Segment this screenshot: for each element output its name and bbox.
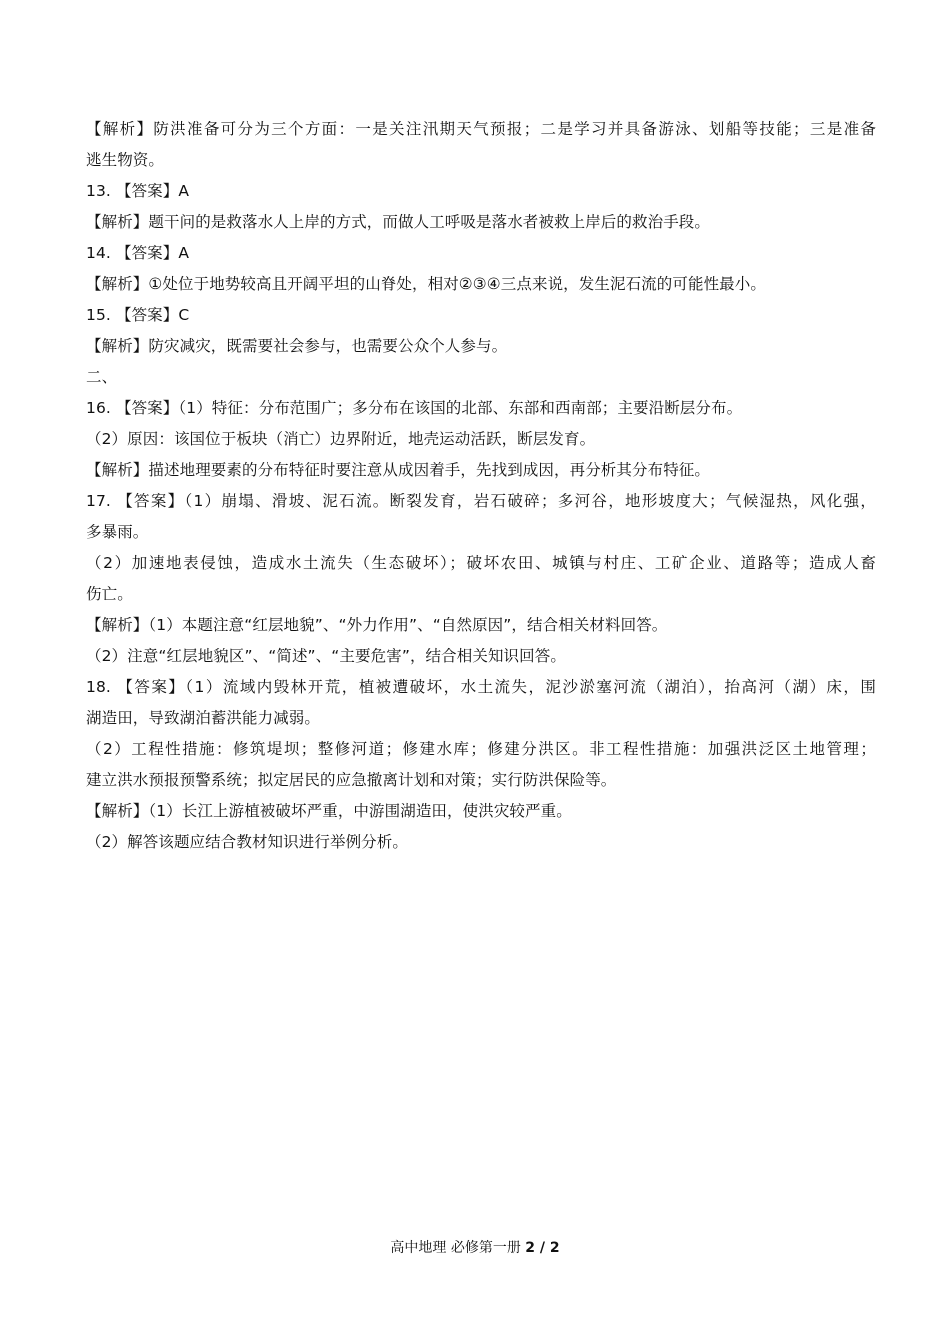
analysis-line: 【解析】①处位于地势较高且开阔平坦的山脊处，相对②③④三点来说，发生泥石流的可能性最小。 <box>86 275 766 293</box>
analysis-line: 【解析】防灾减灾，既需要社会参与，也需要公众个人参与。 <box>86 337 508 355</box>
answer-line: 17. 【答案】（1）崩塌、滑坡、泥石流。断裂发育，岩石破碎；多河谷，地形坡度大；气候湿热，风化强， <box>86 492 876 510</box>
page-number: 2 / 2 <box>525 1240 560 1256</box>
analysis-line: （2）注意“红层地貌区”、“简述”、“主要危害”，结合相关知识回答。 <box>86 647 566 665</box>
answer-line: 13. 【答案】A <box>86 182 190 200</box>
answer-line: 18. 【答案】（1）流域内毁林开荒，植被遭破坏，水土流失，泥沙淤塞河流（湖泊），抬高河（湖）床，围 <box>86 678 876 696</box>
answer-line: 多暴雨。 <box>86 523 149 541</box>
answer-line: 湖造田，导致湖泊蓄洪能力减弱。 <box>86 709 321 727</box>
footer-title: 高中地理 必修第一册 <box>390 1240 521 1256</box>
answer-line: 14. 【答案】A <box>86 244 190 262</box>
answer-line: （2）工程性措施：修筑堤坝；整修河道；修建水库；修建分洪区。非工程性措施：加强洪泛区土地管理； <box>86 740 876 758</box>
analysis-line: 【解析】描述地理要素的分布特征时要注意从成因着手，先找到成因，再分析其分布特征。 <box>86 461 711 479</box>
answer-line: 15. 【答案】C <box>86 306 190 324</box>
answer-line: 建立洪水预报预警系统；拟定居民的应急撤离计划和对策；实行防洪保险等。 <box>86 771 617 789</box>
page-footer <box>0 1238 950 1258</box>
analysis-line: 【解析】题干问的是救落水人上岸的方式，而做人工呼吸是落水者被救上岸后的救治手段。 <box>86 213 711 231</box>
analysis-line: 【解析】（1）长江上游植被破坏严重，中游围湖造田，使洪灾较严重。 <box>86 802 572 820</box>
answer-line: （2）原因：该国位于板块（消亡）边界附近，地壳运动活跃，断层发育。 <box>86 430 596 448</box>
text-line: 逃生物资。 <box>86 151 165 169</box>
analysis-line: 【解析】（1）本题注意“红层地貌”、“外力作用”、“自然原因”，结合相关材料回答。 <box>86 616 668 634</box>
document-body <box>86 114 876 858</box>
text-line: 【解析】防洪准备可分为三个方面：一是关注汛期天气预报；二是学习并具备游泳、划船等技能；三是准备 <box>86 120 876 138</box>
section-heading: 二、 <box>86 368 118 386</box>
analysis-line: （2）解答该题应结合教材知识进行举例分析。 <box>86 833 408 851</box>
answer-line: （2）加速地表侵蚀，造成水土流失（生态破坏）；破坏农田、城镇与村庄、工矿企业、道路等；造成人畜 <box>86 554 876 572</box>
answer-line: 伤亡。 <box>86 585 133 603</box>
answer-line: 16. 【答案】（1）特征：分布范围广；多分布在该国的北部、东部和西南部；主要沿断层分布。 <box>86 399 743 417</box>
